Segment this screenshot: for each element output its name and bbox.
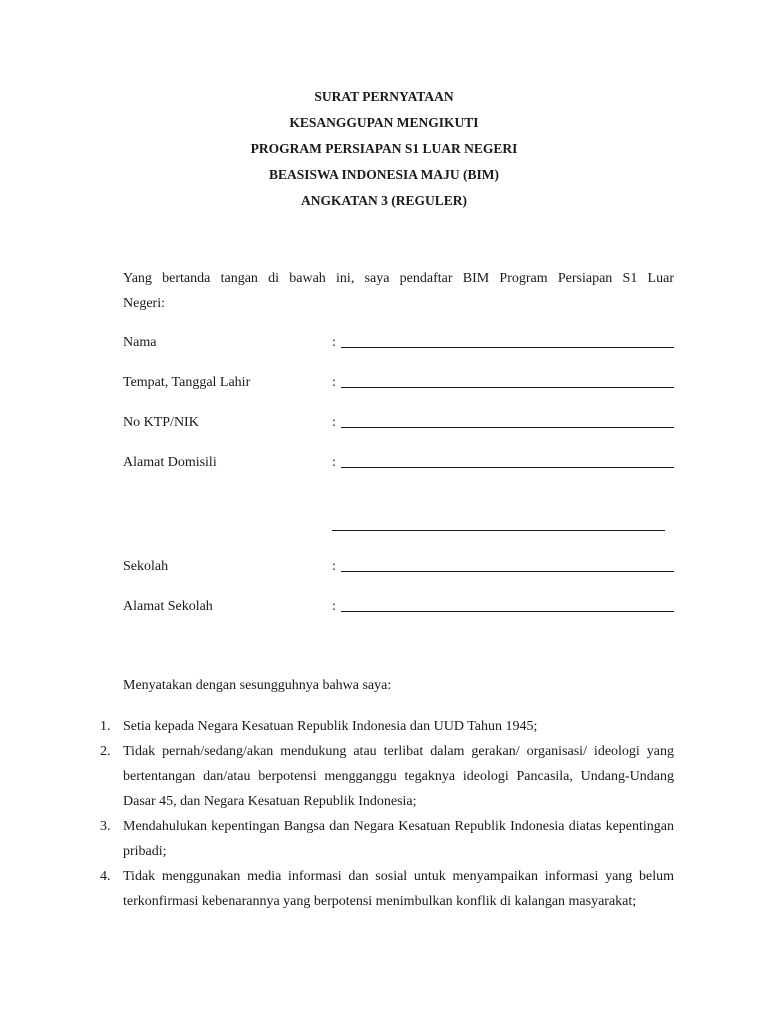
title-line-2: KESANGGUPAN MENGIKUTI (289, 115, 479, 130)
field-colon: : (332, 559, 336, 574)
field-tempat-tanggal-lahir (123, 372, 674, 394)
field-label: Nama (123, 335, 157, 350)
field-label: Alamat Sekolah (123, 599, 213, 614)
title-line-3: PROGRAM PERSIAPAN S1 LUAR NEGERI (250, 141, 518, 156)
list-number: 3. (100, 819, 111, 834)
alamat-domisili-continuation-line[interactable] (332, 530, 665, 531)
list-text: Setia kepada Negara Kesatuan Republik Indonesia dan UUD Tahun 1945; (123, 719, 538, 734)
title-line-1: SURAT PERNYATAAN (314, 89, 454, 104)
fill-in-line[interactable] (341, 427, 674, 428)
fill-in-line[interactable] (341, 347, 674, 348)
field-colon: : (332, 455, 336, 470)
field-colon: : (332, 599, 336, 614)
field-label: Tempat, Tanggal Lahir (123, 375, 251, 390)
field-colon: : (332, 375, 336, 390)
list-item (100, 714, 674, 739)
list-text: Tidak pernah/sedang/akan mendukung atau terlibat dalam gerakan/ organisasi/ ideologi yang bertentangan dan/atau berpotensi mengganggu tegaknya ideologi Pancasila, Undang-Undang Dasar 45, dan Negara Kesatuan Republik Indonesia; (123, 744, 674, 809)
title-line-4: BEASISWA INDONESIA MAJU (BIM) (269, 167, 499, 182)
list-item (100, 739, 674, 814)
field-label: No KTP/NIK (123, 415, 199, 430)
fill-in-line[interactable] (341, 467, 674, 468)
field-nama (123, 332, 674, 354)
list-text: Mendahulukan kepentingan Bangsa dan Negara Kesatuan Republik Indonesia diatas kepentingan pribadi; (123, 819, 674, 859)
intro-paragraph (123, 266, 674, 316)
fill-in-line[interactable] (341, 387, 674, 388)
intro-line-1: Yang bertanda tangan di bawah ini, saya pendaftar BIM Program Persiapan S1 Luar (123, 271, 674, 286)
list-item (100, 814, 674, 864)
field-no-ktp-nik (123, 412, 674, 434)
field-label: Alamat Domisili (123, 455, 217, 470)
field-label: Sekolah (123, 559, 169, 574)
title-line-5: ANGKATAN 3 (REGULER) (300, 193, 467, 208)
statement-text: Menyatakan dengan sesungguhnya bahwa saya: (123, 678, 392, 693)
declaration-list (100, 714, 674, 914)
list-number: 2. (100, 744, 111, 759)
field-colon: : (332, 335, 336, 350)
list-text: Tidak menggunakan media informasi dan sosial untuk menyampaikan informasi yang belum terkonfirmasi kebenarannya yang berpotensi menimbulkan konflik di kalangan masyarakat; (123, 869, 674, 909)
fill-in-line[interactable] (341, 611, 674, 612)
list-item (100, 864, 674, 914)
document-title (0, 88, 768, 218)
field-colon: : (332, 415, 336, 430)
intro-line-2: Negeri: (123, 296, 165, 311)
fill-in-line[interactable] (341, 571, 674, 572)
list-number: 4. (100, 869, 111, 884)
field-alamat-domisili (123, 452, 674, 474)
list-number: 1. (100, 719, 111, 734)
field-alamat-sekolah (123, 596, 674, 618)
field-sekolah (123, 556, 674, 578)
